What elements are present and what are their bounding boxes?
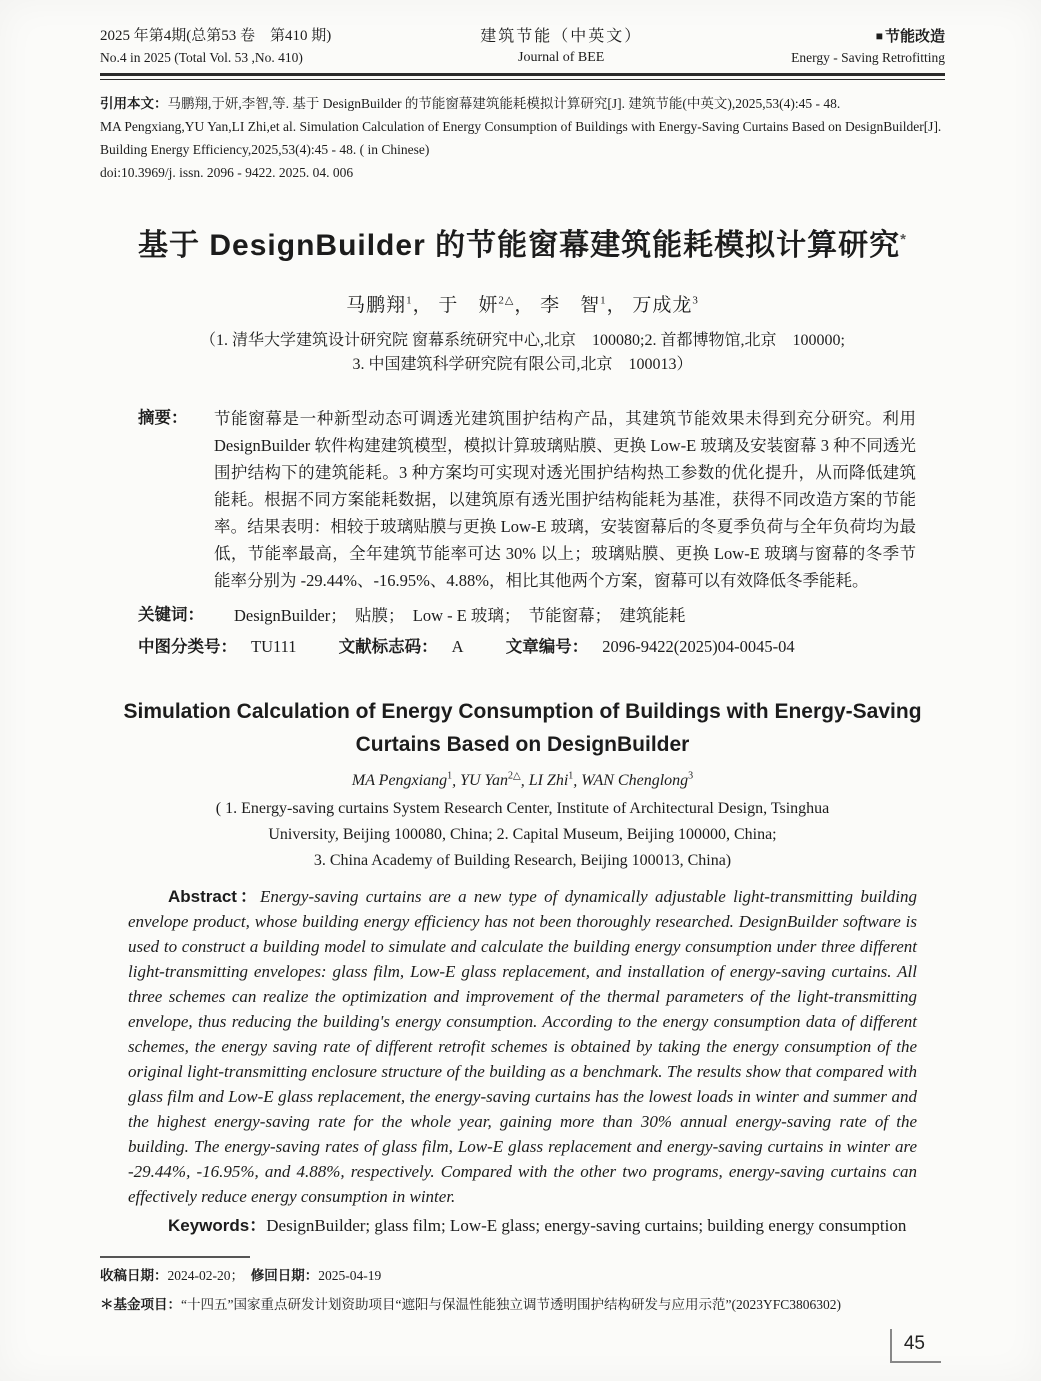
keywords-en-text: DesignBuilder; glass film; Low-E glass; energy-saving curtains; building energy consumption	[266, 1216, 907, 1236]
article-title-cn-text: 基于 DesignBuilder 的节能窗幕建筑能耗模拟计算研究	[138, 229, 901, 262]
author-separator: ,	[573, 772, 582, 790]
issue-line-en: No.4 in 2025 (Total Vol. 53 ,No. 410)	[100, 50, 303, 65]
doc-code-value: A	[451, 637, 464, 656]
masthead-journal-title	[480, 26, 642, 68]
fund-line	[100, 1294, 945, 1316]
revised-date-label: 修回日期：	[250, 1268, 319, 1284]
author-cn: 李 智$^1$	[540, 294, 607, 316]
author-en: YU Yan$^{2\triangle}$	[460, 771, 521, 790]
journal-title-cn: 建筑节能（中英文）	[480, 28, 643, 45]
dates-line	[100, 1265, 945, 1287]
affiliation-cn-line: 3. 中国建筑科学研究院有限公司,北京 100013）	[352, 356, 693, 373]
abstract-cn-text: 节能窗幕是一种新型动态可调透光建筑围护结构产品，其建筑节能效果未得到充分研究。利用 DesignBuilder 软件构建建筑模型，模拟计算玻璃贴膜、更换 Low-E 玻璃及安装窗幕 3 种不同透光围护结构下的建筑能耗。3 种方案均可实现对透光围护结构热工参数的优化提升，从而降低建筑能耗。根据不同方案能耗数据，以建筑原有透光围护结构能耗为基准，获得不同改造方案的节能率。结果表明：相较于玻璃贴膜与更换 Low-E 玻璃，安装窗幕后的冬夏季负荷与全年负荷均为最低，节能率最高，全年建筑节能率可达 30% 以上；玻璃贴膜、更换 Low-E 玻璃与窗幕的冬季节能率分别为 -29.44%、-16.95%、4.88%，相比其他两个方案，窗幕可以有效降低冬季能耗。	[214, 409, 916, 590]
article-title-en	[110, 695, 935, 761]
masthead-issue-info	[100, 26, 331, 68]
masthead	[100, 26, 945, 68]
received-date-label: 收稿日期：	[100, 1268, 168, 1284]
keywords-cn-text: DesignBuilder； 贴膜； Low - E 玻璃； 节能窗幕； 建筑能耗	[234, 606, 686, 625]
footnote	[100, 1256, 945, 1316]
article-title-cn	[100, 220, 945, 264]
author-separator: ，	[606, 295, 627, 316]
author-separator: ，	[514, 295, 535, 316]
article-id-label: 文章编号：	[505, 638, 589, 656]
abstract-en	[128, 884, 917, 1209]
citation-line-en-1: MA Pengxiang,YU Yan,LI Zhi,et al. Simulation Calculation of Energy Consumption of Buildings with Energy-Saving Curtains Based on DesignBuilder[J].	[100, 119, 942, 134]
author-cn: 马鹏翔$^1$	[346, 294, 413, 316]
citation-line-cn	[100, 92, 945, 115]
author-separator: ,	[452, 772, 461, 790]
affiliation-cn-line: （1. 清华大学建筑设计研究院 窗幕系统研究中心,北京 100080;2. 首都博物馆,北京 100000;	[200, 332, 845, 349]
journal-title-en: Journal of BEE	[518, 50, 605, 65]
masthead-divider	[100, 73, 945, 80]
affiliations-cn	[100, 329, 945, 377]
footnote-divider	[100, 1256, 250, 1258]
article-title-en-line: Curtains Based on DesignBuilder	[355, 733, 690, 756]
affiliation-en-line: University, Beijing 100080, China; 2. Capital Museum, Beijing 100000, China;	[268, 826, 777, 844]
affiliation-en-line: ( 1. Energy-saving curtains System Research Center, Institute of Architectural Design, Tsinghua	[215, 800, 830, 818]
page-number-area	[890, 1329, 941, 1363]
section-label-cn: 节能改造	[884, 28, 945, 45]
issue-line-cn: 2025 年第4期(总第53 卷 第410 期)	[100, 28, 332, 44]
citation-line-en-2: Building Energy Efficiency,2025,53(4):45 - 48. ( in Chinese)	[100, 142, 430, 157]
clc-label: 中图分类号：	[138, 638, 237, 656]
classification-row	[138, 633, 945, 661]
received-date: 2024-02-20；	[167, 1268, 238, 1284]
keywords-cn-label: 关键词：	[138, 606, 204, 624]
abstract-cn-label: 摘要：	[138, 409, 188, 427]
masthead-section	[791, 26, 945, 68]
article-id-value: 2096-9422(2025)04-0045-04	[602, 637, 795, 656]
author-en: LI Zhi$^1$	[528, 771, 574, 790]
fund-text: “十四五”国家重点研发计划资助项目“遮阳与保温性能独立调节透明围护结构研发与应用示范”(2023YFC3806302)	[181, 1297, 841, 1313]
author-en: MA Pengxiang$^1$	[351, 771, 453, 790]
abstract-en-text: Energy-saving curtains are a new type of dynamically adjustable light-transmitting building envelope product, whose building energy efficiency has not been thoroughly researched. DesignBuilder software is used to construct a building model to simulate and calculate the building energy consumption under three different light-transmitting envelopes: glass film, Low-E glass replacement, and installation of energy-saving curtains. All three schemes can realize the optimization and improvement of the thermal parameters of the light-transmitting envelope, thus reducing the building's energy consumption. According to the energy consumption data of different schemes, the energy saving rate of different retrofit schemes is obtained by taking the energy consumption of the original light-transmitting enclosure structure of the building as a benchmark. The results show that compared with glass film and Low-E glass replacement, the energy-saving curtains has the lowest loads in winter and summer and the highest energy-saving rate for the whole year, gaining more than 30% annual energy-saving rate of the building. The energy-saving rates of glass film, Low-E glass replacement and energy-saving curtains in winter are -29.44%, -16.95%, and 4.88%, respectively. Compared with the other two programs, energy-saving curtains can effectively reduce energy consumption in winter.	[128, 887, 917, 1207]
clc-value: TU111	[251, 637, 297, 656]
abstract-en-label: Abstract：	[168, 887, 261, 907]
doc-code-label: 文献标志码：	[338, 638, 438, 656]
citation-text-cn: 马鹏翔,于妍,李智,等. 基于 DesignBuilder 的节能窗幕建筑能耗模拟计算研究[J]. 建筑节能(中英文),2025,53(4):45 - 48.	[167, 96, 841, 111]
author-cn: 于 妍$^{2\triangle}$	[438, 294, 515, 316]
author-cn: 万成龙$^3$	[632, 294, 699, 316]
page-number: 45	[890, 1329, 941, 1363]
article-title-en-line: Simulation Calculation of Energy Consumption of Buildings with Energy-Saving	[123, 700, 922, 723]
citation-block	[100, 92, 945, 184]
citation-label: 引用本文：	[100, 96, 168, 111]
authors-en	[100, 771, 945, 790]
author-separator: ，	[412, 295, 433, 316]
title-asterisk: *	[900, 231, 907, 248]
author-en: WAN Chenglong$^3$	[581, 771, 694, 790]
keywords-en	[128, 1213, 917, 1238]
affiliations-en	[100, 796, 945, 874]
section-name-en: Energy - Saving Retrofitting	[791, 50, 945, 65]
keywords-en-label: Keywords：	[168, 1216, 267, 1236]
black-square-icon: ■	[875, 29, 883, 43]
doi-line: doi:10.3969/j. issn. 2096 - 9422. 2025. 04. 006	[100, 165, 354, 180]
abstract-cn	[138, 405, 945, 594]
affiliation-en-line: 3. China Academy of Building Research, Beijing 100013, China)	[313, 852, 732, 870]
authors-cn	[100, 290, 945, 317]
revised-date: 2025-04-19	[318, 1268, 382, 1284]
keywords-cn	[138, 602, 945, 629]
section-name-cn	[791, 26, 945, 47]
author-separator: ,	[520, 772, 529, 790]
fund-label: ＊基金项目：	[100, 1297, 181, 1313]
